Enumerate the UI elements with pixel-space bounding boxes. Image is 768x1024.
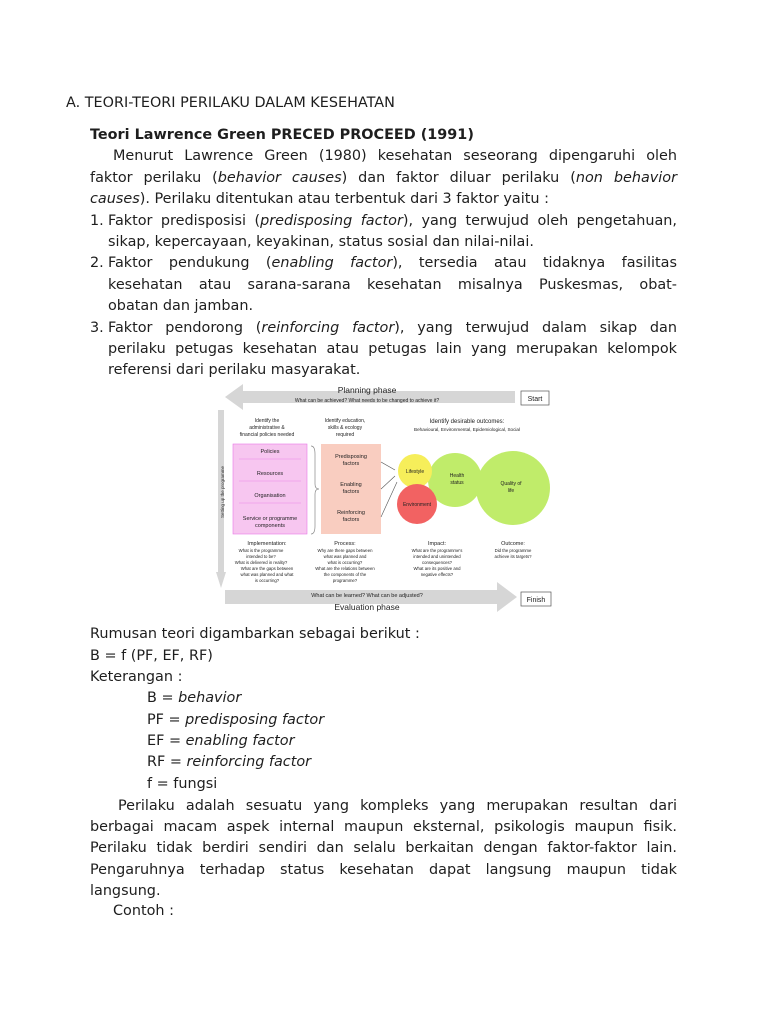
keterangan-label: Keterangan :: [90, 669, 183, 685]
list-item-2-cont: obatan dan jamban.: [108, 298, 254, 314]
enabling-label: Enabling: [340, 482, 362, 488]
contoh-label: Contoh :: [113, 903, 174, 919]
list-item-1-cont: sikap, kepercayaan, keyakinan, status sosial dan nilai-nilai.: [108, 234, 534, 250]
evaluation-title: Evaluation phase: [334, 602, 400, 612]
process-text: what is occurring?: [327, 560, 363, 565]
col1-head: administrative &: [249, 425, 285, 431]
process-text: what was planned and: [323, 554, 367, 559]
impl-text: is occurring?: [254, 578, 280, 583]
predisposing-label: Predisposing: [335, 454, 367, 460]
finish-label: Finish: [526, 597, 546, 604]
col2-head: Identify education,: [324, 418, 366, 424]
paragraph-line: Perilaku tidak berdiri sendiri dan selalu berkaitan dengan faktor-faktor lain.: [90, 840, 677, 856]
list-item-3-cont: referensi dari perilaku masyarakat.: [108, 362, 361, 378]
col3-sub: Behavioural, Environmental, Epidemiological, Social: [414, 427, 520, 432]
start-label: Start: [527, 396, 543, 403]
quality-label: life: [507, 488, 515, 494]
paragraph-line: langsung.: [90, 883, 161, 899]
resources-label: Resources: [256, 471, 284, 477]
predisposing-label: factors: [342, 461, 360, 467]
process-head: Process:: [334, 541, 356, 547]
policies-label: Policies: [260, 449, 280, 455]
definition-ef: EF = enabling factor: [147, 733, 295, 749]
list-item-1: Faktor predisposisi (predisposing factor), yang terwujud oleh pengetahuan,: [108, 213, 677, 229]
paragraph-line: Perilaku adalah sesuatu yang kompleks yang merupakan resultan dari: [118, 798, 677, 814]
planning-title: Planning phase: [337, 385, 397, 395]
definition-pf: PF = predisposing factor: [147, 712, 325, 728]
paragraph-line: berbagai macam aspek internal maupun eksternal, psikologis maupun fisik.: [90, 819, 677, 835]
outcome-head: Outcome:: [501, 541, 525, 547]
process-text: the components of the: [323, 572, 367, 577]
subheading: Teori Lawrence Green PRECED PROCEED (1991): [90, 127, 474, 143]
intro-line-1: Menurut Lawrence Green (1980) kesehatan seseorang dipengaruhi oleh: [113, 148, 677, 164]
environment-label: Environment: [402, 502, 432, 508]
impact-text: consequences?: [421, 560, 453, 565]
definition-b: B = behavior: [147, 690, 242, 706]
outcome-text: achieve its targets?: [494, 554, 532, 559]
reinforcing-label: Reinforcing: [337, 510, 365, 516]
impl-head: Implementation:: [247, 541, 287, 547]
impl-text: What are the gaps between: [240, 566, 294, 571]
col3-head: Identify desirable outcomes:: [429, 419, 505, 425]
impact-text: What are its positive and: [413, 566, 461, 571]
impl-text: intended to be?: [246, 554, 276, 559]
col2-head: required: [335, 432, 355, 438]
paragraph-line: Pengaruhnya terhadap status kesehatan dapat langsung maupun tidak: [90, 862, 677, 878]
col2-head: skills & ecology: [327, 425, 363, 431]
organisation-label: Organisation: [254, 493, 286, 499]
intro-line-3: causes). Perilaku ditentukan atau terbentuk dari 3 faktor yaitu :: [90, 191, 549, 207]
impl-text: What is delivered in reality?: [234, 560, 288, 565]
definition-f: f = fungsi: [147, 776, 218, 792]
link-arrow: [381, 476, 395, 489]
list-item-2-cont: kesehatan atau sarana-sarana kesehatan misalnya Puskesmas, obat-: [108, 277, 677, 293]
lifestyle-label: Lifestyle: [405, 469, 425, 475]
reinforcing-label: factors: [342, 517, 360, 523]
impact-text: intended and unintended: [413, 554, 461, 559]
col1-head: Identify the: [254, 418, 280, 424]
brace: [311, 446, 319, 534]
health-label: status: [450, 480, 464, 486]
section-heading: A. TEORI-TEORI PERILAKU DALAM KESEHATAN: [66, 95, 395, 111]
planning-question: What can be achieved? What needs to be changed to achieve it?: [294, 398, 440, 404]
service-label: Service or programme: [242, 516, 298, 522]
list-item-3-cont: perilaku petugas kesehatan atau petugas lain yang merupakan kelompok: [108, 341, 677, 357]
impact-head: Impact:: [427, 541, 447, 547]
link-arrow: [381, 482, 397, 517]
process-text: What are the relations between: [315, 566, 375, 571]
impact-text: negative effects?: [420, 572, 454, 577]
precede-proceed-diagram: [215, 382, 555, 614]
list-item-2: Faktor pendukung (enabling factor), tersedia atau tidaknya fasilitas: [108, 255, 677, 271]
service-label: components: [255, 523, 285, 529]
side-label: Setting up the programme: [220, 465, 225, 519]
health-label: Health: [449, 473, 465, 479]
formula-intro: Rumusan teori digambarkan sebagai berikut :: [90, 626, 420, 642]
evaluation-question: What can be learned? What can be adjusted?: [311, 593, 423, 599]
impact-text: What are the programme's: [411, 548, 463, 553]
link-arrow: [381, 462, 395, 470]
process-text: programme?: [332, 578, 358, 583]
impl-text: what was planned and what: [240, 572, 294, 577]
list-number: 2.: [90, 255, 104, 271]
col1-head: financial policies needed: [239, 432, 295, 438]
process-text: Why are there gaps between: [317, 548, 373, 553]
formula-equation: B = f (PF, EF, RF): [90, 648, 213, 664]
definition-rf: RF = reinforcing factor: [147, 754, 312, 770]
quality-label: Quality of: [500, 481, 522, 487]
intro-line-2: faktor perilaku (behavior causes) dan faktor diluar perilaku (non behavior: [90, 170, 677, 186]
enabling-label: factors: [342, 489, 360, 495]
impl-text: What is the programme: [238, 548, 284, 553]
outcome-text: Did the programme: [494, 548, 532, 553]
list-item-3: Faktor pendorong (reinforcing factor), yang terwujud dalam sikap dan: [108, 320, 677, 336]
list-number: 3.: [90, 320, 104, 336]
list-number: 1.: [90, 213, 104, 229]
